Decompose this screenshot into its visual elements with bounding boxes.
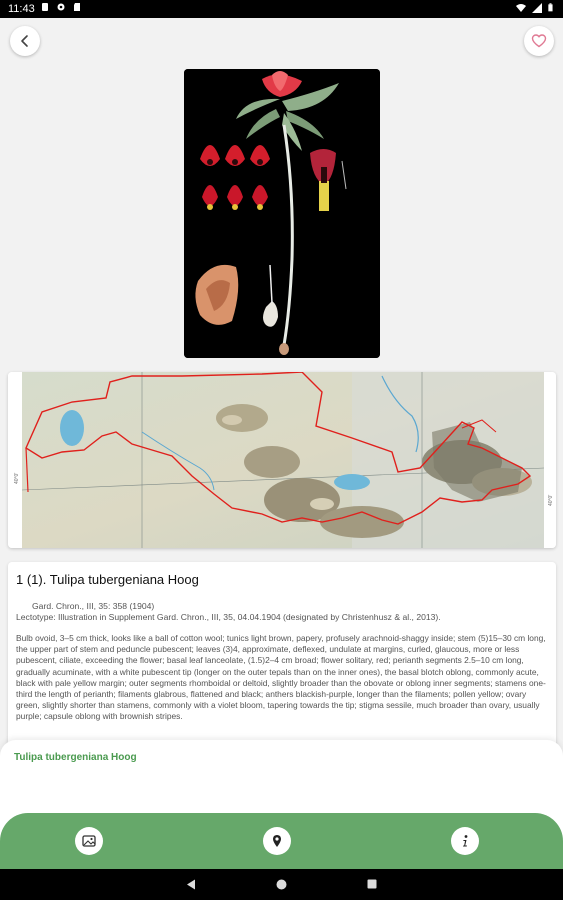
back-button[interactable] — [10, 26, 40, 56]
bottom-action-bar — [0, 813, 563, 869]
species-title: 1 (1). Tulipa tubergeniana Hoog — [16, 572, 199, 587]
status-time: 11:43 — [8, 3, 35, 15]
tulip-illustration — [184, 69, 380, 358]
battery-icon — [548, 2, 555, 13]
back-triangle-icon[interactable] — [186, 879, 196, 890]
relief-map — [22, 372, 544, 548]
map-right-coord: 40°0' — [548, 494, 554, 506]
wifi-icon — [516, 3, 526, 13]
sheet-species-name: Tulipa tubergeniana Hoog — [14, 752, 137, 763]
favorite-button[interactable] — [524, 26, 554, 56]
system-nav-bar — [0, 869, 563, 900]
sim-icon — [40, 2, 50, 12]
distribution-map[interactable] — [8, 372, 556, 548]
plant-illustration-image[interactable] — [184, 69, 380, 358]
heart-outline-icon — [531, 33, 547, 49]
chevron-left-icon — [18, 34, 32, 48]
signal-icon — [532, 3, 542, 13]
home-circle-icon[interactable] — [276, 879, 287, 890]
lectotype-text: Lectotype: Illustration in Supplement Gard. Chron., III, 35, 04.04.1904 (designated by Christenhusz & al., 2013). — [16, 612, 441, 622]
recents-square-icon[interactable] — [367, 879, 377, 889]
status-left-icons — [40, 2, 82, 12]
settings-icon — [56, 2, 66, 12]
map-right-strip — [544, 372, 556, 548]
location-pin-icon — [270, 834, 284, 848]
map-location-button[interactable] — [263, 827, 291, 855]
image-icon — [82, 834, 96, 848]
description-card — [8, 562, 556, 752]
info-icon — [458, 834, 472, 848]
status-bar — [0, 0, 563, 18]
reference-text: Gard. Chron., III, 35: 358 (1904) — [32, 601, 155, 611]
map-left-coord: 40°0' — [14, 472, 20, 484]
sd-card-icon — [72, 2, 82, 12]
status-right-icons — [516, 2, 555, 13]
description-text: Bulb ovoid, 3–5 cm thick, looks like a ball of cotton wool; tunics light brown, papery, profusely arachnoid-shaggy inside; stem (5)15–30 cm long, the upper part of stem and peduncle pubescent; leaves (3)4, approximate, deflexed, undulate at margins, curled, glaucous, more or less pubescent, ciliate, exceeding the flower; basal leaf lanceolate, (1.5)2–4 cm broad; flower solitary, red; perianth segments 2.5–10 cm long, gradually acuminate, with a white pubescent tip (longer on the outer tepals than on the inner ones), the basal blotch oblong, commonly acute, black with pale yellow margin; outer segments rhomboidal or deltoid, slightly broader than the obovate or oblong inner segments; stamens one-third the length of perianth; filaments glabrous, flattened and black; anthers blackish-purple, longer than the filaments; pollen yellow; ovary green, slightly shorter than stamens, commonly with a violet bloom, tapering towards the tip; stigma sessile, much broader than ovary, usually purple; capsule oblong with brownish stripes. — [16, 633, 546, 722]
gallery-button[interactable] — [75, 827, 103, 855]
info-button[interactable] — [451, 827, 479, 855]
map-left-strip — [8, 372, 22, 548]
